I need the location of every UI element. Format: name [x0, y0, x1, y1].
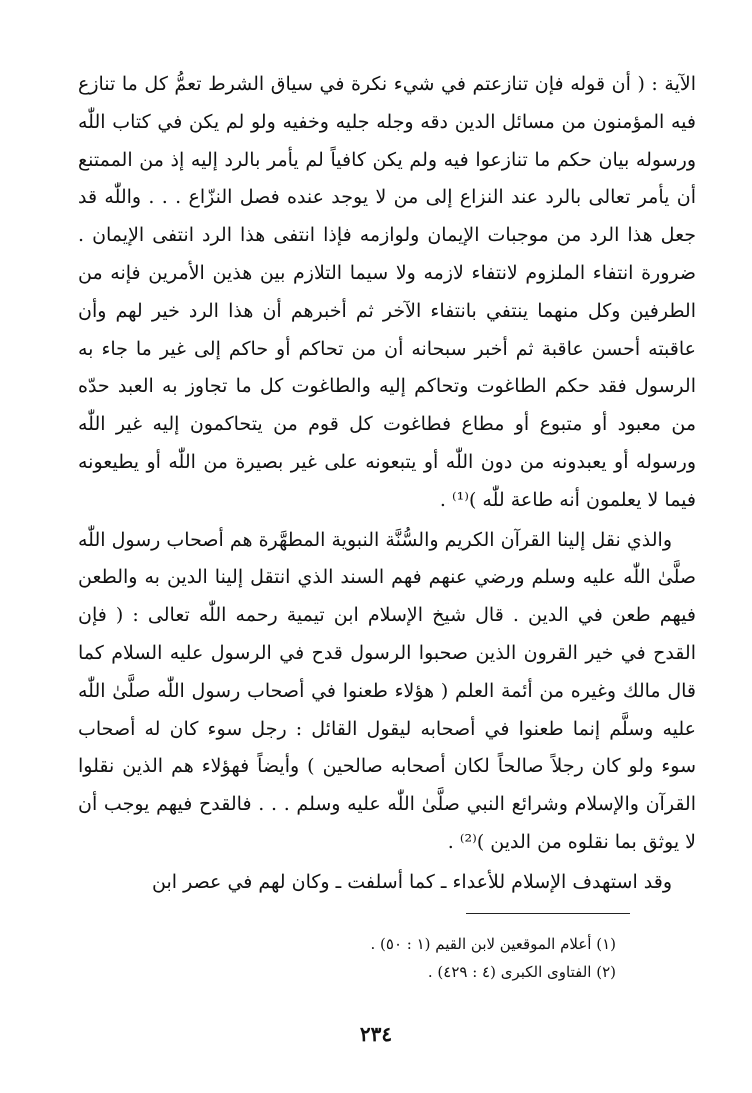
footnote-1: (١) أعلام الموقعين لابن القيم (١ : ٥٠) .: [370, 935, 616, 953]
paragraph-3: وقد استهدف الإسلام للأعداء ـ كما أسلفت ـ وكان لهم في عصر ابن: [152, 870, 672, 893]
paragraph-1: الآية : ( أن قوله فإن تنازعتم في شيء نكرة في سياق الشرط تعمُّ كل ما تنازع فيه المؤمنون من مسائل الدين دقه وجله جليه وخفيه ولو لم يكن في كتاب اللّٰه ورسوله بيان حكم ما تنازعوا فيه ولم يكن كافياً لم يأمر بالرد إليه إذ من الممتنع أن يأمر تعالى بالرد عند النزاع إلى من لا يوجد عنده فصل النزّاع . . . واللّٰه قد جعل هذا الرد من موجبات الإيمان ولوازمه فإذا انتفى هذا الرد انتفى الإيمان . ضرورة انتفاء الملزوم لانتفاء لازمه ولا سيما التلازم بين هذين الأمرين فإنه من الطرفين وكل منهما ينتفي بانتفاء الآخر ثم أخبرهم أن هذا الرد خير لهم وأن عاقبته أحسن عاقبة ثم أخبر سبحانه أن من تحاكم أو حاكم إلى غير ما جاء به الرسول فقد حكم الطاغوت وتحاكم إليه والطاغوت كل ما تجاوز به العبد حدّه من معبود أو متبوع أو مطاع فطاغوت كل قوم من يتحاكمون إليه غير اللّٰه ورسوله أو يعبدونه من دون اللّٰه أو يتبعونه على غير بصيرة من اللّٰه أو يطيعونه فيما لا يعلمون أنه طاعة للّٰه )⁽¹⁾ .: [78, 73, 696, 511]
paragraph-2: والذي نقل إلينا القرآن الكريم والسُّنَّة النبوية المطهَّرة هم أصحاب رسول اللّٰه صلَّىٰ اللّٰه عليه وسلم ورضي عنهم فهم السند الذي انتقل إلينا الدين به والطعن فيهم طعن في الدين . قال شيخ الإسلام ابن تيمية رحمه اللّٰه تعالى : ( فإن القدح في خير القرون الذين صحبوا الرسول قدح في الرسول عليه السلام كما قال مالك وغيره من أئمة العلم ( هؤلاء طعنوا في أصحاب رسول اللّٰه صلَّىٰ اللّٰه عليه وسلَّم إنما طعنوا في أصحابه ليقول القائل : رجل سوء كان له أصحاب سوء ولو كان رجلاً صالحاً لكان أصحابه صالحين ) وأيضاً فهؤلاء هم الذين نقلوا القرآن والإسلام وشرائع النبي صلَّىٰ اللّٰه عليه وسلم . . . فالقدح فيهم يوجب أن لا يوثق بما نقلوه من الدين )⁽²⁾ .: [78, 528, 696, 853]
footnote-separator: [466, 913, 630, 914]
footnote-2: (٢) الفتاوى الكبرى (٤ : ٤٢٩) .: [427, 963, 616, 981]
page-number: ٢٣٤: [359, 1022, 393, 1046]
main-text: [78, 66, 696, 902]
footnotes: [200, 930, 616, 986]
